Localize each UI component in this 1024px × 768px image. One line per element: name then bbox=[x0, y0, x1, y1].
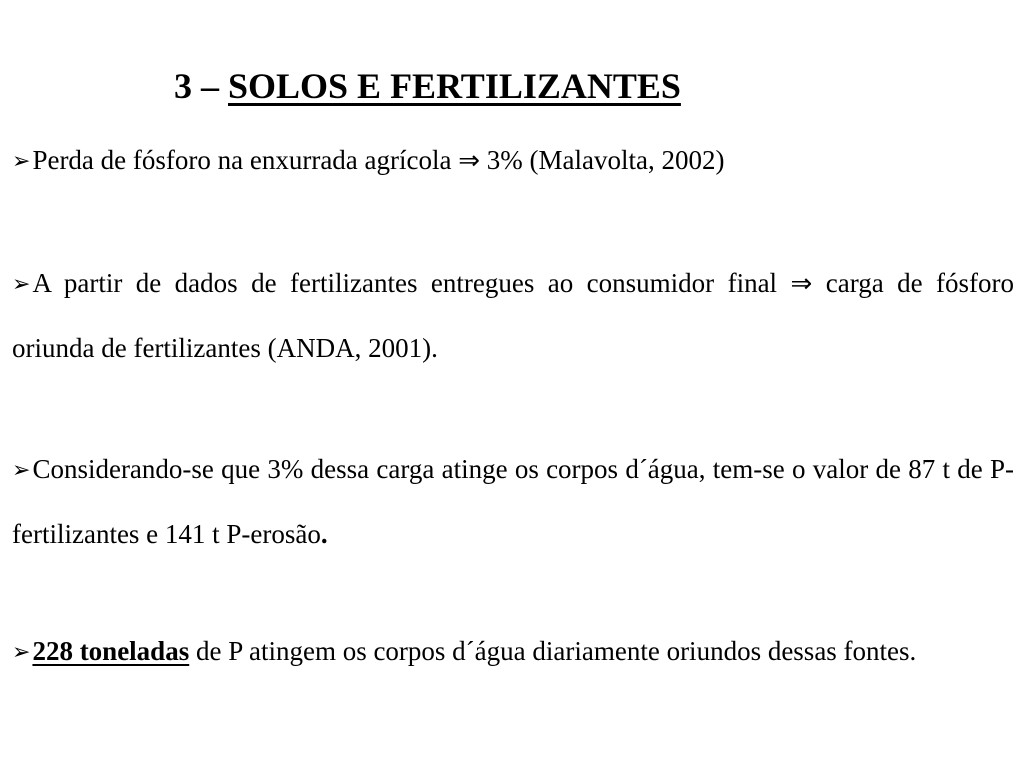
bullet-1-text-after: 3% (Malavolta, 2002) bbox=[480, 145, 725, 175]
bullet-arrow-icon: ➢ bbox=[12, 149, 31, 174]
bullet-arrow-icon: ➢ bbox=[12, 640, 31, 665]
bullet-item-4 bbox=[12, 620, 1014, 685]
bullet-item-2 bbox=[12, 252, 1014, 379]
bullet-2-text-after: carga de fósforo oriunda de fertilizantes (ANDA, 2001). bbox=[12, 268, 1015, 363]
bullet-item-3 bbox=[12, 438, 1014, 565]
bullet-3-text: Considerando-se que 3% dessa carga atinge os corpos d´água, tem-se o valor de 87 t de P-fertilizantes e 141 t P-erosão bbox=[12, 454, 1014, 549]
implies-arrow-icon: ⇒ bbox=[458, 146, 481, 176]
title-number: 3 – bbox=[174, 66, 219, 106]
bullet-3-end-mark: . bbox=[320, 519, 328, 549]
implies-arrow-icon: ⇒ bbox=[790, 269, 813, 299]
bullet-item-1 bbox=[12, 129, 1014, 194]
bullet-arrow-icon: ➢ bbox=[12, 458, 31, 483]
slide-title bbox=[174, 62, 681, 110]
bullet-2-text-before: A partir de dados de fertilizantes entregues ao consumidor final bbox=[32, 268, 791, 298]
bullet-arrow-icon: ➢ bbox=[12, 272, 31, 297]
bullet-4-text-after: de P atingem os corpos d´água diariamente oriundos dessas fontes. bbox=[189, 636, 917, 666]
title-text: SOLOS E FERTILIZANTES bbox=[228, 66, 681, 106]
bullet-4-emphasis: 228 toneladas bbox=[32, 636, 190, 666]
bullet-1-text-before: Perda de fósforo na enxurrada agrícola bbox=[32, 145, 459, 175]
